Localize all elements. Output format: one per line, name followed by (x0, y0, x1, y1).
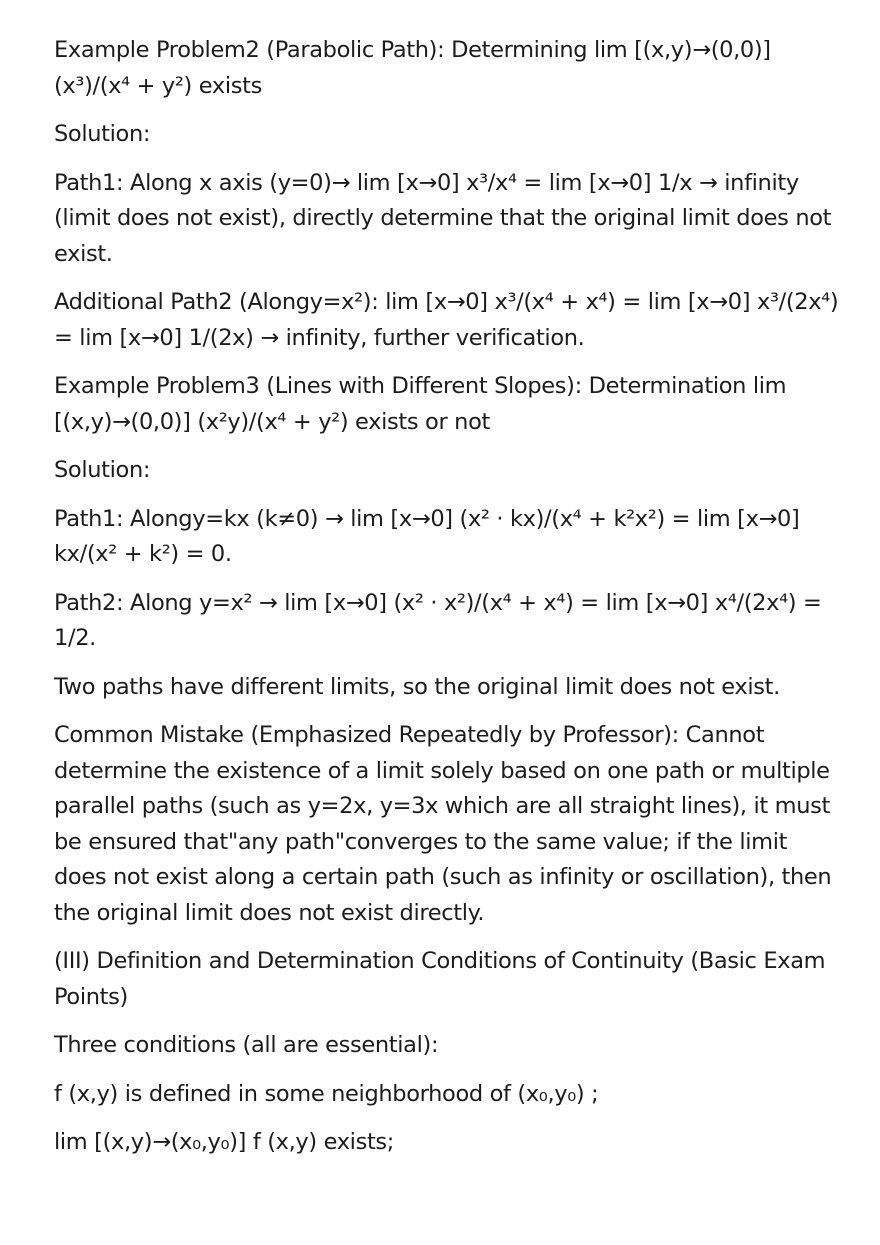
section-iii-heading: (III) Definition and Determination Conditions of Continuity (Basic Exam Points) (54, 948, 826, 1010)
conclusion-paragraph: Two paths have different limits, so the original limit does not exist. (54, 673, 780, 700)
solution-label: Solution: (54, 121, 151, 147)
example-problem-2-heading: Example Problem2 (Parabolic Path): Determining lim [(x,y)→(0,0)] (x³)/(x⁴ + y²) exists (54, 37, 771, 99)
condition-1-paragraph: f (x,y) is defined in some neighborhood of (x₀,y₀) ; (54, 1080, 599, 1107)
path-1-paragraph: Path1: Along x axis (y=0)→ lim [x→0] x³/x⁴ = lim [x→0] 1/x → infinity (limit does not exist), directly determine that the original limit does not exist. (54, 169, 832, 267)
three-conditions-paragraph: Three conditions (all are essential): (54, 1032, 439, 1058)
example-problem-3-heading: Example Problem3 (Lines with Different Slopes): Determination lim [(x,y)→(0,0)] (x²y)/(x⁴ + y²) exists or not (54, 373, 787, 435)
common-mistake-paragraph: Common Mistake (Emphasized Repeatedly by Professor): Cannot determine the existence of a limit solely based on one path or multiple parallel paths (such as y=2x, y=3x which are all straight lines), it must be ensured that"any path"converges to the same value; if the limit does not exist along a certain path (such as infinity or oscillation), then the original limit does not exist directly. (54, 722, 832, 926)
path-1-paragraph: Path1: Alongy=kx (k≠0) → lim [x→0] (x² · kx)/(x⁴ + k²x²) = lim [x→0] kx/(x² + k²) = 0. (54, 505, 800, 567)
additional-path-2-paragraph: Additional Path2 (Alongy=x²): lim [x→0] x³/(x⁴ + x⁴) = lim [x→0] x³/(2x⁴) = lim [x→0] 1/(2x) → infinity, further verification. (54, 289, 839, 351)
solution-label: Solution: (54, 457, 151, 483)
condition-2-paragraph: lim [(x,y)→(x₀,y₀)] f (x,y) exists; (54, 1129, 395, 1155)
path-2-paragraph: Path2: Along y=x² → lim [x→0] (x² · x²)/(x⁴ + x⁴) = lim [x→0] x⁴/(2x⁴) = 1/2. (54, 589, 822, 651)
document-body (54, 33, 844, 1174)
